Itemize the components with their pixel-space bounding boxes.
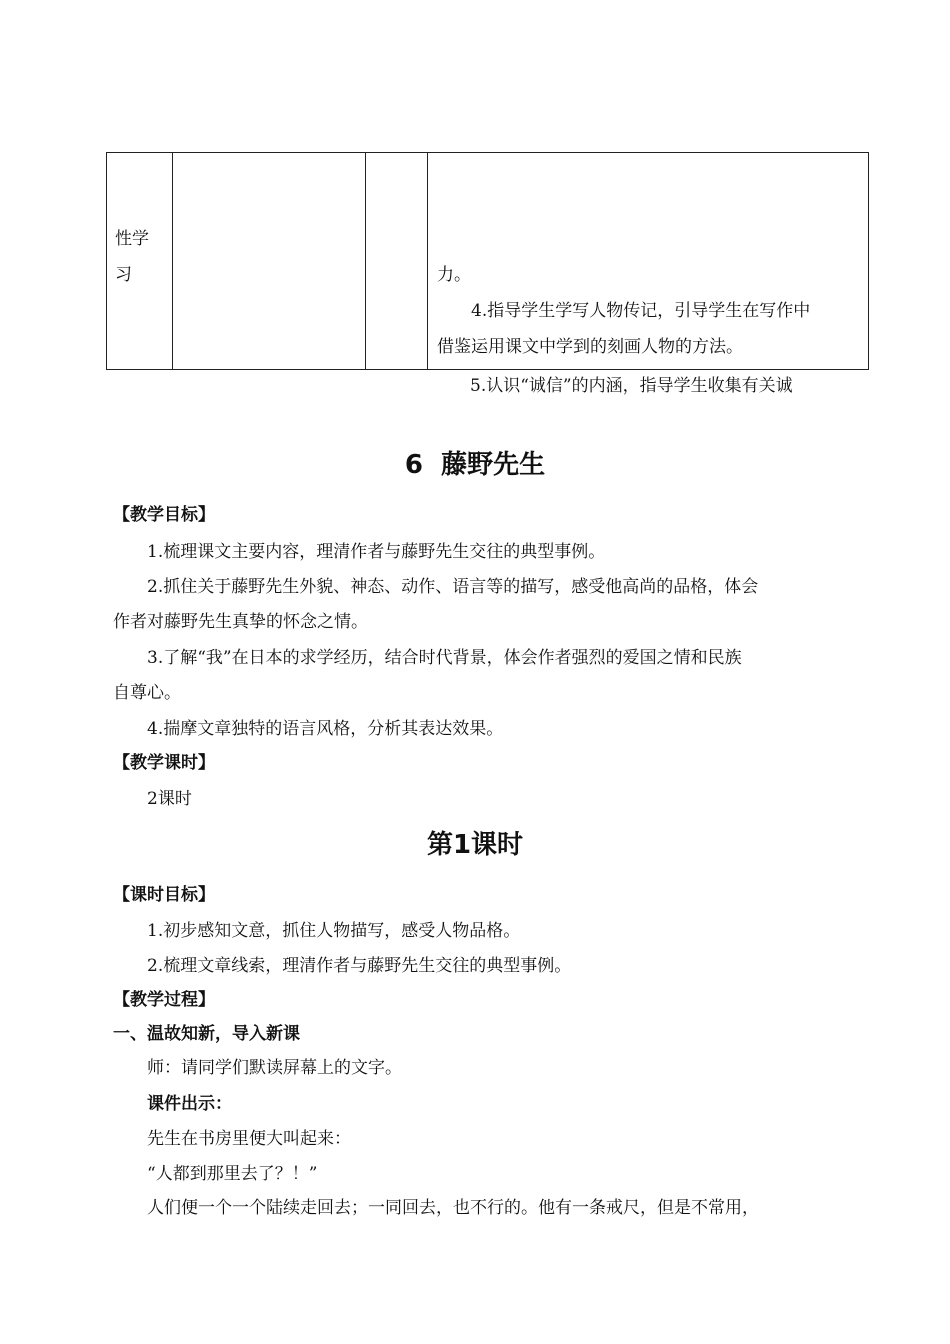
teacher-line: 师：请同学们默读屏幕上的文字。 xyxy=(147,1058,402,1078)
table-cell-1-line-2: 习 xyxy=(115,265,132,285)
period-goal-line-2: 2.梳理文章线索，理清作者与藤野先生交往的典型事例。 xyxy=(147,956,572,976)
table-cell-1 xyxy=(107,153,173,370)
courseware-label: 课件出示： xyxy=(147,1094,232,1114)
goal-line-2: 2.抓住关于藤野先生外貌、神态、动作、语言等的描写，感受他高尚的品格，体会 xyxy=(147,577,759,597)
period-goals-heading: 【课时目标】 xyxy=(113,885,215,905)
table-cell-4 xyxy=(428,153,869,370)
goal-line-6: 4.揣摩文章独特的语言风格，分析其表达效果。 xyxy=(147,719,504,739)
table-cell-3 xyxy=(366,153,428,370)
goals-heading: 【教学目标】 xyxy=(113,505,215,525)
period-title: 第1课时 xyxy=(426,830,524,860)
lesson-title: 6 藤野先生 xyxy=(404,450,546,480)
goal-line-1: 1.梳理课文主要内容，理清作者与藤野先生交往的典型事例。 xyxy=(147,542,606,562)
goal-line-3: 作者对藤野先生真挚的怀念之情。 xyxy=(113,612,368,632)
table-cell-4-line-3: 借鉴运用课文中学到的刻画人物的方法。 xyxy=(437,337,743,357)
quote-line-1: 先生在书房里便大叫起来： xyxy=(147,1129,351,1149)
goal-line-5: 自尊心。 xyxy=(113,683,181,703)
quote-line-3: 人们便一个一个陆续走回去；一同回去，也不行的。他有一条戒尺，但是不常用， xyxy=(147,1198,759,1218)
goal-line-4: 3.了解“我”在日本的求学经历，结合时代背景，体会作者强烈的爱国之情和民族 xyxy=(147,648,742,668)
quote-line-2: “人都到那里去了？！” xyxy=(147,1164,318,1184)
table-cell-4-line-1: 力。 xyxy=(437,265,471,285)
table-cell-2 xyxy=(173,153,366,370)
hours-value: 2课时 xyxy=(147,789,192,809)
table-fragment xyxy=(106,152,869,370)
table-cell-1-line-1: 性学 xyxy=(115,229,149,249)
hours-heading: 【教学课时】 xyxy=(113,753,215,773)
overflow-text-line: 5.认识“诚信”的内涵，指导学生收集有关诚 xyxy=(470,376,793,396)
process-section-1-heading: 一、温故知新，导入新课 xyxy=(113,1024,300,1044)
period-goal-line-1: 1.初步感知文意，抓住人物描写，感受人物品格。 xyxy=(147,921,521,941)
table-cell-4-line-2: 4.指导学生学写人物传记，引导学生在写作中 xyxy=(437,301,811,321)
process-heading: 【教学过程】 xyxy=(113,990,215,1010)
